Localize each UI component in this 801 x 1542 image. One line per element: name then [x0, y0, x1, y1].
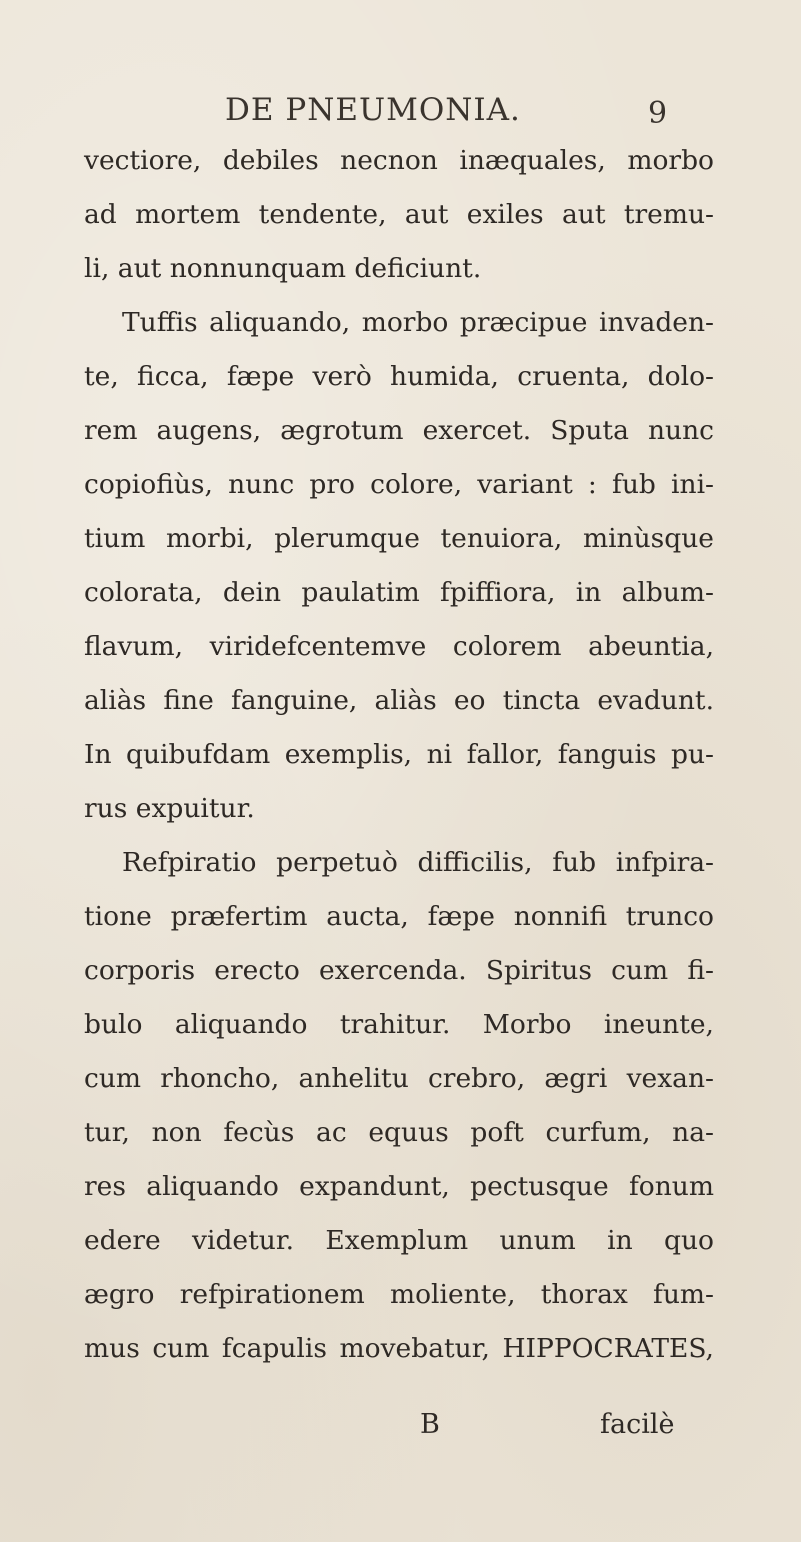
text-line: edere videtur. Exemplum unum in quo [84, 1225, 714, 1256]
text-line: rus expuitur. [84, 793, 255, 824]
text-line: tur, non fecùs ac equus poft curfum, na- [84, 1117, 714, 1148]
text-line: cum rhoncho, anhelitu crebro, ægri vexan- [84, 1063, 714, 1094]
text-line: mus cum fcapulis movebatur, HIPPOCRATES, [84, 1333, 714, 1364]
text-line: tione præfertim aucta, fæpe nonnifi trunco [84, 901, 714, 932]
page-footer [0, 1398, 801, 1452]
running-head: DE PNEUMONIA. [225, 92, 521, 128]
text-line: vectiore, debiles necnon inæquales, morbo [84, 145, 714, 176]
text-line: colorata, dein paulatim fpiffiora, in album- [84, 577, 714, 608]
text-line: In quibufdam exemplis, ni fallor, fanguis pu- [84, 739, 714, 770]
paragraph-start-line: Refpiratio perpetuò difficilis, fub infpira- [122, 847, 714, 878]
text-line: bulo aliquando trahitur. Morbo ineunte, [84, 1009, 714, 1040]
text-line: li, aut nonnunquam deficiunt. [84, 253, 482, 284]
text-line: flavum, viridefcentemve colorem abeuntia, [84, 631, 714, 662]
text-line: corporis erecto exercenda. Spiritus cum fi- [84, 955, 714, 986]
catchword: facilè [600, 1409, 675, 1440]
text-line: aliàs fine fanguine, aliàs eo tincta evadunt. [84, 685, 714, 716]
text-line: ægro refpirationem moliente, thorax fum- [84, 1279, 714, 1310]
text-line: tium morbi, plerumque tenuiora, minùsque [84, 523, 714, 554]
text-line: te, ficca, fæpe verò humida, cruenta, dolo- [84, 361, 714, 392]
text-line: ad mortem tendente, aut exiles aut tremu- [84, 199, 714, 230]
text-line: res aliquando expandunt, pectusque fonum [84, 1171, 714, 1202]
text-line: rem augens, ægrotum exercet. Sputa nunc [84, 415, 714, 446]
page-number: 9 [648, 96, 668, 131]
text-line: copiofiùs, nunc pro colore, variant : fub ini- [84, 469, 714, 500]
paragraph-start-line: Tuffis aliquando, morbo præcipue invaden- [122, 307, 714, 338]
signature-mark: B [420, 1409, 440, 1440]
